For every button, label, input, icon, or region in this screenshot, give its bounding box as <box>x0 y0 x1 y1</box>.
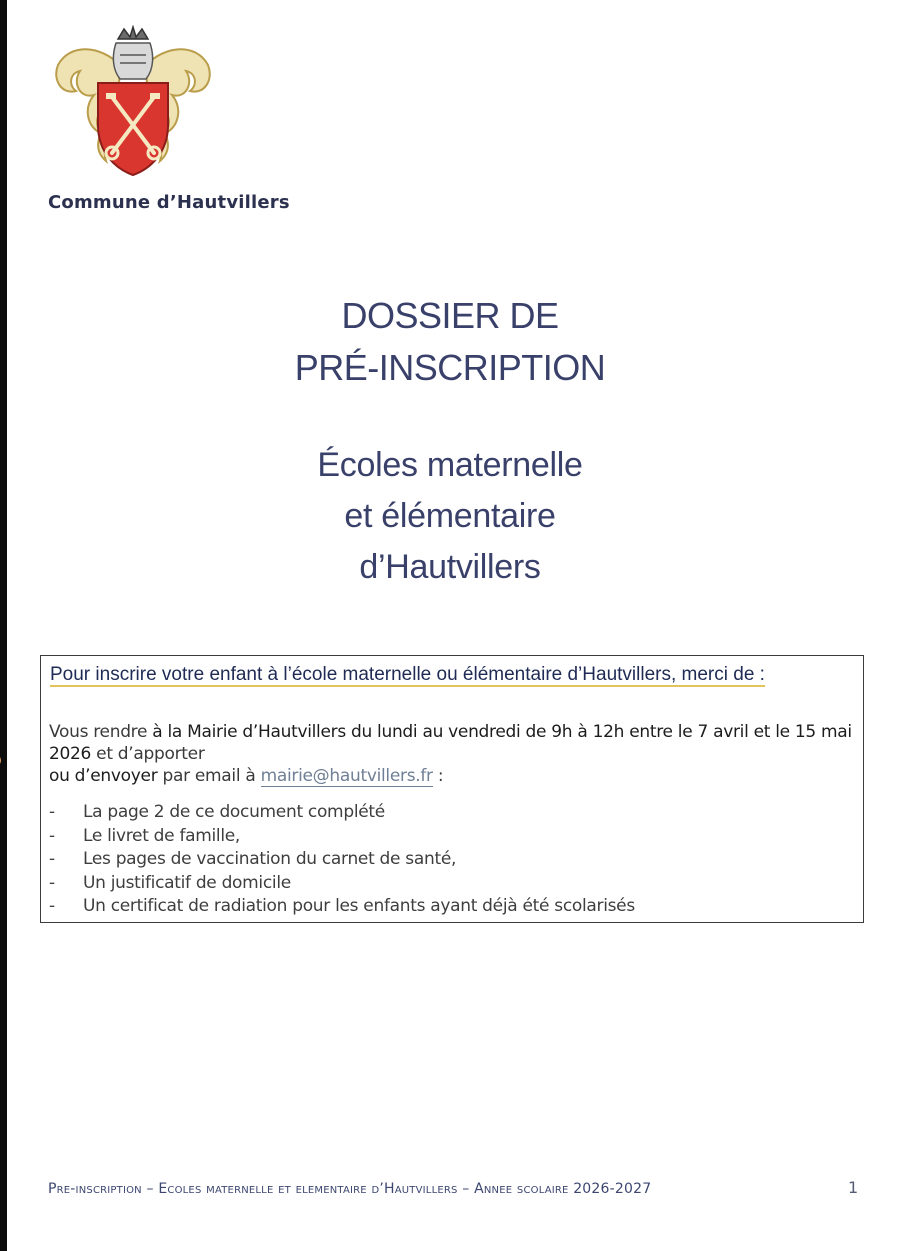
school-title-line: d’Hautvillers <box>359 548 541 586</box>
document-title-line: PRÉ-INSCRIPTION <box>294 347 606 388</box>
email-link[interactable]: mairie@hautvillers.fr <box>260 766 433 786</box>
details-text: Vous rendre <box>49 722 153 742</box>
list-bullet: - <box>49 849 55 869</box>
list-item <box>49 848 635 872</box>
list-item-text: Les pages de vaccination du carnet de santé, <box>83 849 457 869</box>
list-bullet: - <box>49 825 55 846</box>
details-text: par email à <box>162 766 261 786</box>
coat-of-arms-icon <box>50 25 216 181</box>
list-item-text: Un certificat de radiation pour les enfants ayant déjà été scolarisés <box>83 896 635 916</box>
document-title <box>0 290 900 394</box>
instructions-intro <box>50 661 858 689</box>
school-title-line: Écoles maternelle <box>317 446 583 484</box>
list-item <box>49 801 635 825</box>
details-text: et d’apporter <box>91 744 205 764</box>
requirements-list <box>49 801 635 919</box>
scan-left-edge <box>0 0 7 1251</box>
page-number: 1 <box>848 1178 859 1197</box>
commune-name: Commune d’Hautvillers <box>48 192 290 213</box>
instructions-box <box>40 655 864 923</box>
document-title-line: DOSSIER DE <box>341 295 559 336</box>
instructions-details <box>49 721 859 787</box>
list-bullet: - <box>49 802 55 822</box>
school-title <box>0 440 900 593</box>
list-item <box>49 825 635 849</box>
list-bullet: - <box>49 896 55 916</box>
footer-text: Pre-inscription – Ecoles maternelle et elementaire d’Hautvillers – Annee scolaire 2026-2027 <box>48 1181 652 1197</box>
page-footer <box>48 1181 651 1197</box>
list-item-text: Un justificatif de domicile <box>83 872 291 893</box>
list-bullet: - <box>49 872 55 893</box>
details-text: à la Mairie d’Hautvillers du lundi au vendredi de 9h à 12h entre le 7 avril et le 15 mai 2026 <box>49 722 852 764</box>
list-item <box>49 895 635 919</box>
instructions-intro-text: Pour inscrire votre enfant à l’école maternelle ou élémentaire d’Hautvillers, merci de : <box>50 664 765 685</box>
details-text: ou d’envoyer <box>49 766 163 786</box>
list-item-text: Le livret de famille, <box>83 825 241 846</box>
list-item-text: La page 2 de ce document complété <box>83 802 385 822</box>
list-item <box>49 872 635 896</box>
details-text: : <box>432 766 444 786</box>
school-title-line: et élémentaire <box>344 497 556 535</box>
